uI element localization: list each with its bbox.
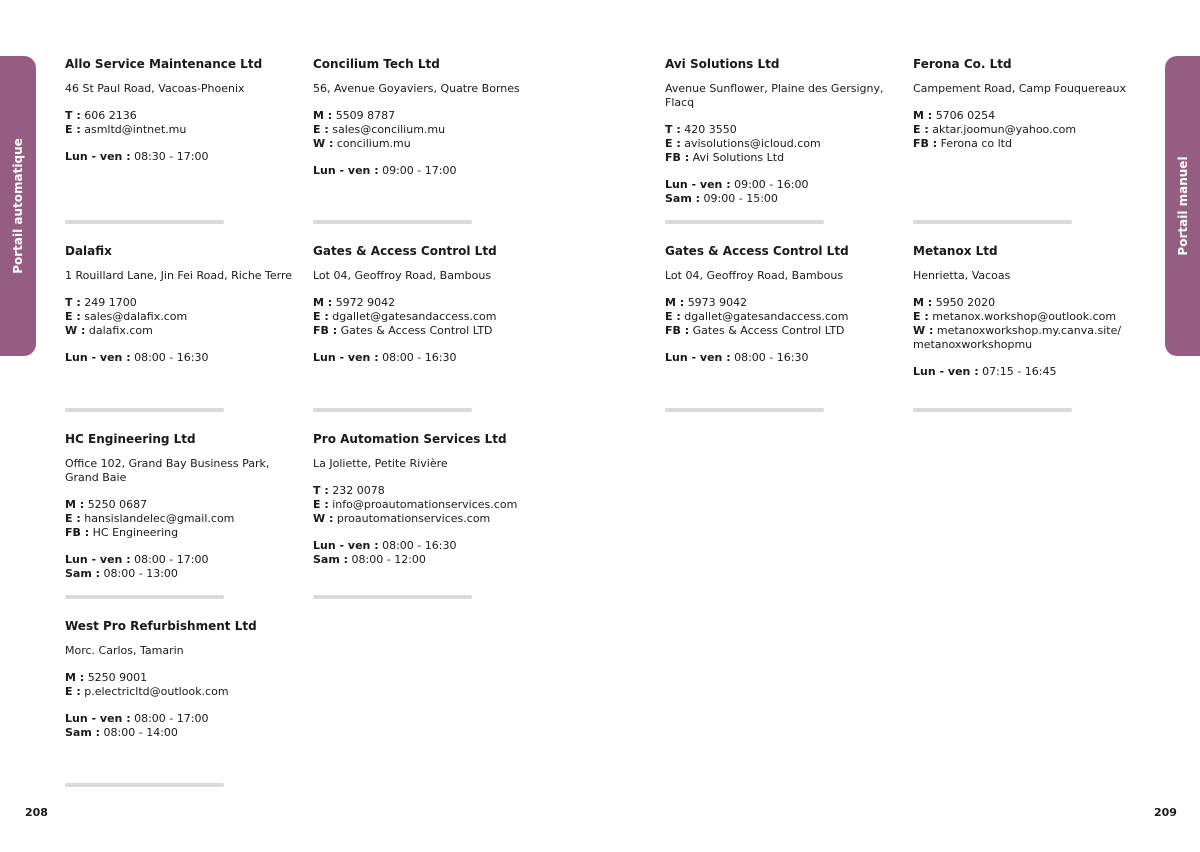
company-entry [65,243,305,365]
contact-label: M : [313,109,333,123]
contact-value: sales@dalafix.com [84,310,188,324]
contact-block [65,671,305,698]
contact-label: W : [913,323,934,337]
contact-block [65,498,305,539]
company-name: Pro Automation Services Ltd [313,432,507,446]
contact-value: 5250 9001 [87,671,148,685]
contact-value: 5972 9042 [335,296,396,310]
contact-value: sales@concilium.mu [332,123,446,137]
company-address: 1 Rouillard Lane, Jin Fei Road, Riche Terre [65,269,293,282]
contact-value: concilium.mu [336,136,411,150]
hours-line [313,351,553,365]
company-name: Dalafix [65,244,112,258]
hours-block [65,712,305,739]
company-name: Gates & Access Control Ltd [313,244,497,258]
contact-label: T : [65,296,81,310]
contact-value: Avi Solutions Ltd [692,150,785,164]
contact-value: 606 2136 [84,109,137,123]
company-entry [65,431,305,580]
contact-value: metanox.workshop@outlook.com [932,310,1117,324]
company-name: Avi Solutions Ltd [665,57,780,71]
hours-block [313,539,553,566]
contact-value: proautomationservices.com [336,511,491,525]
hours-label: Sam : [65,726,101,740]
contact-line [65,310,305,324]
hours-block [313,164,553,178]
hours-line [313,539,553,553]
separator-bar [65,408,224,412]
contact-label: W : [313,136,334,150]
company-entry [913,56,1153,151]
contact-label: M : [313,296,333,310]
contact-block [665,123,905,164]
hours-label: Lun - ven : [65,712,131,726]
contact-label: M : [913,296,933,310]
company-address: Avenue Sunflower, Plaine des Gersigny, Flacq [665,82,884,109]
hours-value: 09:00 - 16:00 [734,177,809,191]
contact-line [665,310,905,324]
hours-line [65,567,305,581]
company-address: La Joliette, Petite Rivière [313,457,448,470]
contact-value: Ferona co ltd [940,136,1012,150]
company-name: Allo Service Maintenance Ltd [65,57,263,71]
contact-block [313,109,553,150]
hours-label: Lun - ven : [313,351,379,365]
separator-bar [65,595,224,599]
contact-value: avisolutions@icloud.com [684,136,821,150]
contact-line [313,296,553,310]
separator-bar [313,595,472,599]
contact-line [65,526,305,540]
contact-value: dgallet@gatesandaccess.com [332,310,497,324]
contact-block [913,296,1153,351]
hours-value: 09:00 - 17:00 [382,164,457,178]
contact-label: E : [65,511,81,525]
contact-line [665,123,905,137]
contact-label: T : [665,123,681,137]
contact-value: 5706 0254 [935,109,996,123]
contact-label: E : [665,310,681,324]
contact-line [913,310,1153,324]
contact-label: W : [313,511,334,525]
left-section-tab [0,56,36,356]
contact-line [313,137,553,151]
hours-line [65,351,305,365]
company-entry [65,618,305,740]
contact-label: E : [65,123,81,137]
contact-line [665,296,905,310]
contact-line [313,324,553,338]
contact-value: Gates & Access Control LTD [340,323,493,337]
contact-label: E : [313,310,329,324]
contact-line [913,296,1153,310]
contact-value: 232 0078 [332,484,385,498]
hours-line [65,712,305,726]
page-number-left: 208 [25,806,48,819]
left-section-tab-label: Portail automatique [11,138,25,274]
hours-label: Lun - ven : [313,539,379,553]
hours-value: 09:00 - 15:00 [703,191,778,205]
company-name: Concilium Tech Ltd [313,57,440,71]
contact-label: T : [65,109,81,123]
separator-bar [65,783,224,787]
hours-value: 07:15 - 16:45 [982,364,1057,378]
separator-bar [665,220,824,224]
contact-value: hansislandelec@gmail.com [84,511,235,525]
contact-value: 5950 2020 [935,296,996,310]
hours-line [313,164,553,178]
hours-value: 08:00 - 17:00 [134,552,209,566]
hours-block [65,553,305,580]
contact-label: T : [313,484,329,498]
page-number-right: 209 [1154,806,1177,819]
right-section-tab-label: Portail manuel [1175,156,1190,256]
contact-value: HC Engineering [92,525,179,539]
hours-label: Sam : [65,566,101,580]
contact-value: 5509 8787 [335,109,396,123]
contact-label: FB : [313,323,338,337]
hours-line [665,178,905,192]
contact-block [313,296,553,337]
hours-value: 08:30 - 17:00 [134,150,209,164]
contact-value: metanoxworkshop.my.canva.site/ metanoxworkshopmu [913,323,1122,351]
separator-bar [913,408,1072,412]
contact-line [313,498,553,512]
hours-line [665,192,905,206]
contact-value: aktar.joomun@yahoo.com [932,123,1077,137]
company-entry [313,431,553,567]
hours-line [313,553,553,567]
contact-label: E : [65,310,81,324]
contact-value: dalafix.com [88,323,153,337]
company-address: 46 St Paul Road, Vacoas-Phoenix [65,82,245,95]
company-entry [313,56,553,178]
contact-line [65,671,305,685]
company-name: Gates & Access Control Ltd [665,244,849,258]
contact-line [913,123,1153,137]
contact-line [65,512,305,526]
contact-label: E : [65,685,81,699]
hours-block [65,150,305,164]
company-address: Morc. Carlos, Tamarin [65,644,184,657]
company-entry [913,243,1153,379]
contact-value: 5250 0687 [87,498,148,512]
contact-label: FB : [665,150,690,164]
hours-label: Lun - ven : [65,552,131,566]
company-name: West Pro Refurbishment Ltd [65,619,257,633]
contact-label: M : [65,671,85,685]
company-address: 56, Avenue Goyaviers, Quatre Bornes [313,82,520,95]
contact-label: M : [665,296,685,310]
hours-value: 08:00 - 13:00 [103,566,178,580]
hours-label: Lun - ven : [665,177,731,191]
contact-line [65,498,305,512]
contact-line [313,123,553,137]
hours-label: Lun - ven : [65,150,131,164]
company-name: HC Engineering Ltd [65,432,196,446]
contact-label: E : [313,123,329,137]
hours-value: 08:00 - 17:00 [134,712,209,726]
contact-value: 249 1700 [84,296,137,310]
hours-label: Lun - ven : [665,351,731,365]
hours-label: Sam : [665,191,701,205]
separator-bar [313,408,472,412]
hours-value: 08:00 - 16:30 [382,351,457,365]
hours-label: Sam : [313,552,349,566]
contact-label: W : [65,323,86,337]
contact-label: E : [913,310,929,324]
contact-line [665,137,905,151]
hours-value: 08:00 - 14:00 [103,726,178,740]
contact-label: M : [65,498,85,512]
contact-line [913,324,1153,351]
contact-line [313,484,553,498]
company-entry [665,56,905,205]
contact-label: E : [313,498,329,512]
hours-line [65,726,305,740]
hours-value: 08:00 - 16:30 [134,351,209,365]
contact-value: Gates & Access Control LTD [692,323,845,337]
contact-line [65,109,305,123]
contact-value: info@proautomationservices.com [332,498,518,512]
hours-value: 08:00 - 16:30 [734,351,809,365]
contact-line [313,310,553,324]
company-entry [665,243,905,365]
contact-value: dgallet@gatesandaccess.com [684,310,849,324]
separator-bar [913,220,1072,224]
contact-label: FB : [913,136,938,150]
separator-bar [313,220,472,224]
contact-line [313,109,553,123]
company-name: Metanox Ltd [913,244,998,258]
company-address: Lot 04, Geoffroy Road, Bambous [665,269,844,282]
contact-line [665,324,905,338]
separator-bar [65,220,224,224]
contact-block [65,109,305,136]
contact-line [313,512,553,526]
hours-block [665,178,905,205]
hours-line [913,365,1153,379]
contact-block [65,296,305,337]
hours-block [913,365,1153,379]
contact-line [913,137,1153,151]
contact-block [913,109,1153,150]
contact-line [665,151,905,165]
hours-label: Lun - ven : [65,351,131,365]
contact-value: 420 3550 [684,123,737,137]
hours-label: Lun - ven : [913,364,979,378]
company-address: Henrietta, Vacoas [913,269,1011,282]
contact-line [913,109,1153,123]
contact-label: FB : [665,323,690,337]
hours-block [665,351,905,365]
hours-line [665,351,905,365]
company-address: Lot 04, Geoffroy Road, Bambous [313,269,492,282]
contact-label: E : [665,136,681,150]
contact-value: p.electricltd@outlook.com [84,685,229,699]
contact-value: asmltd@intnet.mu [84,123,187,137]
separator-bar [665,408,824,412]
right-section-tab [1165,56,1200,356]
contact-block [313,484,553,525]
contact-line [65,296,305,310]
contact-block [665,296,905,337]
contact-line [65,123,305,137]
contact-line [65,685,305,699]
contact-label: M : [913,109,933,123]
contact-label: E : [913,123,929,137]
company-address: Office 102, Grand Bay Business Park, Grand Baie [65,457,270,484]
hours-line [65,553,305,567]
company-name: Ferona Co. Ltd [913,57,1012,71]
company-entry [313,243,553,365]
contact-value: 5973 9042 [687,296,748,310]
hours-value: 08:00 - 12:00 [351,552,426,566]
contact-line [65,324,305,338]
hours-value: 08:00 - 16:30 [382,539,457,553]
hours-line [65,150,305,164]
company-address: Campement Road, Camp Fouquereaux [913,82,1126,95]
hours-label: Lun - ven : [313,164,379,178]
contact-label: FB : [65,525,90,539]
hours-block [313,351,553,365]
company-entry [65,56,305,164]
hours-block [65,351,305,365]
